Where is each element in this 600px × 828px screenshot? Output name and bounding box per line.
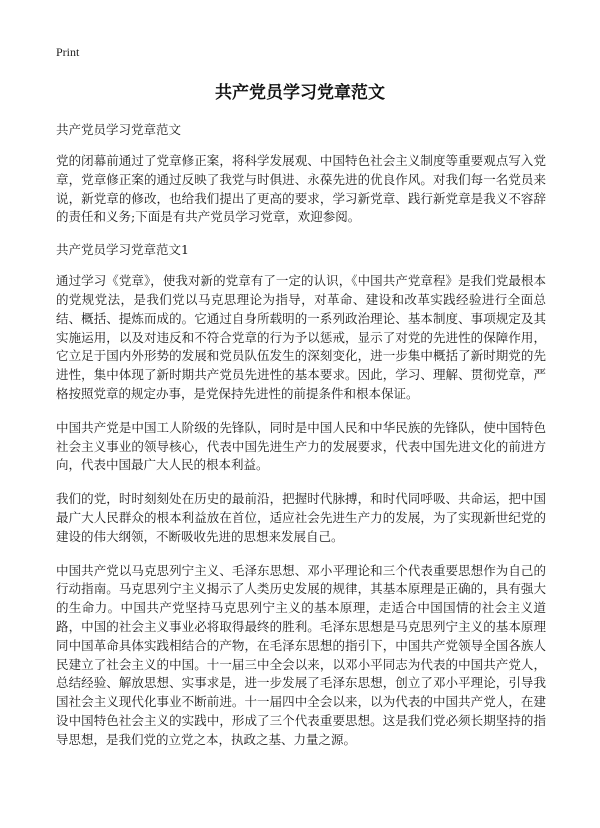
subheading-intro: 共产党员学习党章范文 [56,122,182,137]
page-title: 共产党员学习党章范文 [215,83,385,103]
intro-paragraph: 党的闭幕前通过了党章修正案，将科学发展观、中国特色社会主义制度等重要观点写入党章，党章修正案的通过反映了我党与时俱进、永葆先进的优良作风。对我们每一名党员来说，新党章的修改，也给我们提出了更高的要求，学习新党章、践行新党章是我义不容辞的责任和义务;下面是有共产党员学习党章，欢迎参阅。 [56,153,546,225]
paragraph-2: 中国共产党是中国工人阶级的先锋队，同时是中国人民和中华民族的先锋队，使中国特色社会主义事业的领导核心，代表中国先进生产力的发展要求，代表中国先进文化的前进方向，代表中国最广大人民的根本利益。 [56,419,546,473]
paragraph-3: 我们的党，时时刻刻处在历史的最前沿，把握时代脉搏，和时代同呼吸、共命运，把中国最广大人民群众的根本利益放在首位，适应社会先进生产力的发展，为了实现新世纪党的建设的伟大纲领，不断吸收先进的思想来发展自己。 [56,491,546,544]
document-body [56,122,546,765]
print-link[interactable]: Print [56,45,80,59]
paragraph-4: 中国共产党以马克思列宁主义、毛泽东思想、邓小平理论和三个代表重要思想作为自己的行动指南。马克思列宁主义揭示了人类历史发展的规律，其基本原理是正确的，具有强大的生命力。中国共产党坚持马克思列宁主义的基本原理，走适合中国国情的社会主义道路，中国的社会主义事业必将取得最终的胜利。毛泽东思想是马克思列宁主义的基本原理同中国革命具体实践相结合的产物，在毛泽东思想的指引下，中国共产党领导全国各族人民建立了社会主义的中国。十一届三中全会以来，以邓小平同志为代表的中国共产党人，总结经验、解放思想、实事求是，进一步发展了毛泽东思想，创立了邓小平理论，引导我国社会主义现代化事业不断前进。十一届四中全会以来，以为代表的中国共产党人，在建设中国特色社会主义的实践中，形成了三个代表重要思想。这是我们党必须长期坚持的指导思想，是我们党的立党之本，执政之基、力量之源。 [56,562,546,747]
subheading-essay-1: 共产党员学习党章范文1 [56,242,189,258]
paragraph-1: 通过学习《党章》，使我对新的党章有了一定的认识，《中国共产党章程》是我们党最根本的党规党法，是我们党以马克思理论为指导，对革命、建设和改革实践经验进行全面总结、概括、提炼而成的。它通过自身所载明的一系列政治理论、基本制度、事项规定及其实施运用，以及对违反和不符合党章的行为予以惩戒，显示了对党的先进性的保障作用，它立足于国内外形势的发展和党员队伍发生的深刻变化，进一步集中概括了新时期党的先进性，集中体现了新时期共产党员先进性的基本要求。因此，学习、理解、贯彻党章，严格按照党章的规定办事，是党保持先进性的前提条件和根本保证。 [56,273,546,401]
